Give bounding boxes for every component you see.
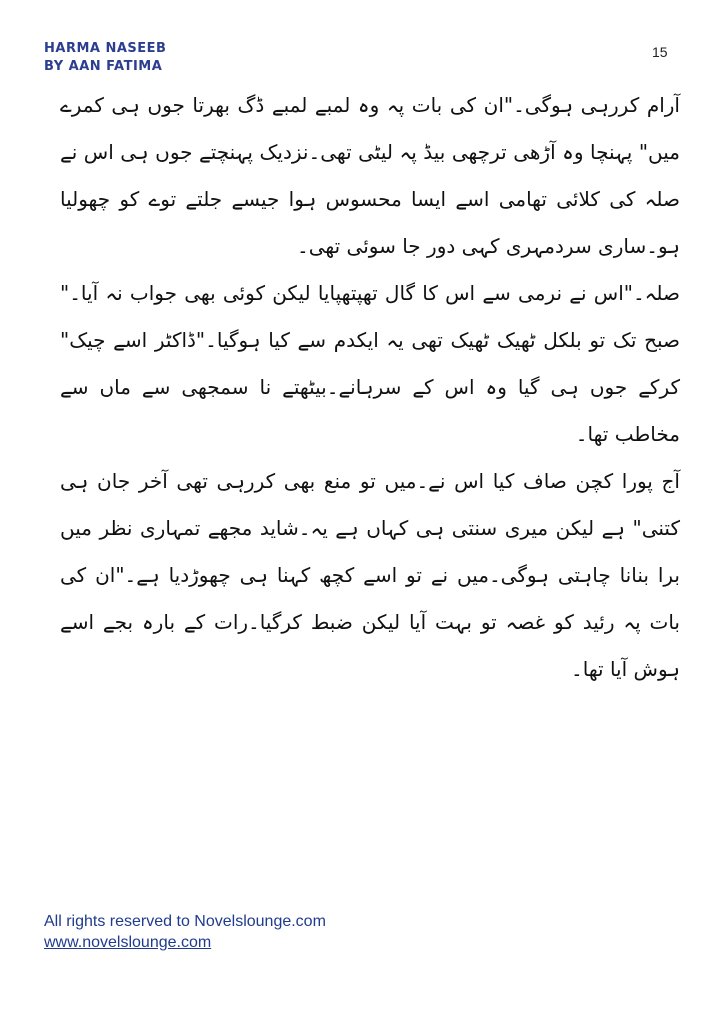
author-name: BY AAN FATIMA <box>44 59 163 74</box>
page-number: 15 <box>652 44 668 60</box>
rights-notice: All rights reserved to Novelslounge.com <box>44 913 326 930</box>
website-link[interactable]: www.novelslounge.com <box>44 934 212 951</box>
page-header <box>44 40 166 76</box>
paragraph-2: صلہ۔"اس نے نرمی سے اس کا گال تھپتھپایا لیکن کوئی بھی جواب نہ آیا۔" صبح تک تو بلکل ٹھیک ٹھیک تھی یہ ایکدم سے کیا ہوگیا۔"ڈاکٹر اسے چیک" کرکے جوں ہی گیا وہ اس کے سرہانے۔بیٹھتے نا سمجھی سے ماں سے مخاطب تھا۔ <box>60 281 680 446</box>
paragraph-1: آرام کررہی ہوگی۔"ان کی بات پہ وہ لمبے لمبے ڈگ بھرتا جوں ہی کمرے میں" پہنچا وہ آڑھی ترچھی بیڈ پہ لیٹی تھی۔نزدیک پہنچتے جوں ہی اس نے صلہ کی کلائی تھامی اسے ایسا محسوس ہوا جیسے جلتے توے کو چھولیا ہو۔ساری سردمہری کہی دور جا سوئی تھی۔ <box>60 93 680 258</box>
novel-title: HARMA NASEEB <box>44 41 167 56</box>
paragraph-3: آج پورا کچن صاف کیا اس نے۔میں تو منع بھی کررہی تھی آخر جان ہی کتنی" ہے لیکن میری سنتی ہی کہاں ہے یہ۔شاید مجھے تمہاری نظر میں برا بنانا چاہتی ہوگی۔میں نے تو اسے کچھ کہنا ہی چھوڑدیا ہے۔"ان کی بات پہ رئید کو غصہ تو بہت آیا لیکن ضبط کرگیا۔رات کے بارہ بجے اسے ہوش آیا تھا۔ <box>60 469 680 681</box>
page-footer <box>44 911 326 953</box>
story-body <box>60 82 680 693</box>
